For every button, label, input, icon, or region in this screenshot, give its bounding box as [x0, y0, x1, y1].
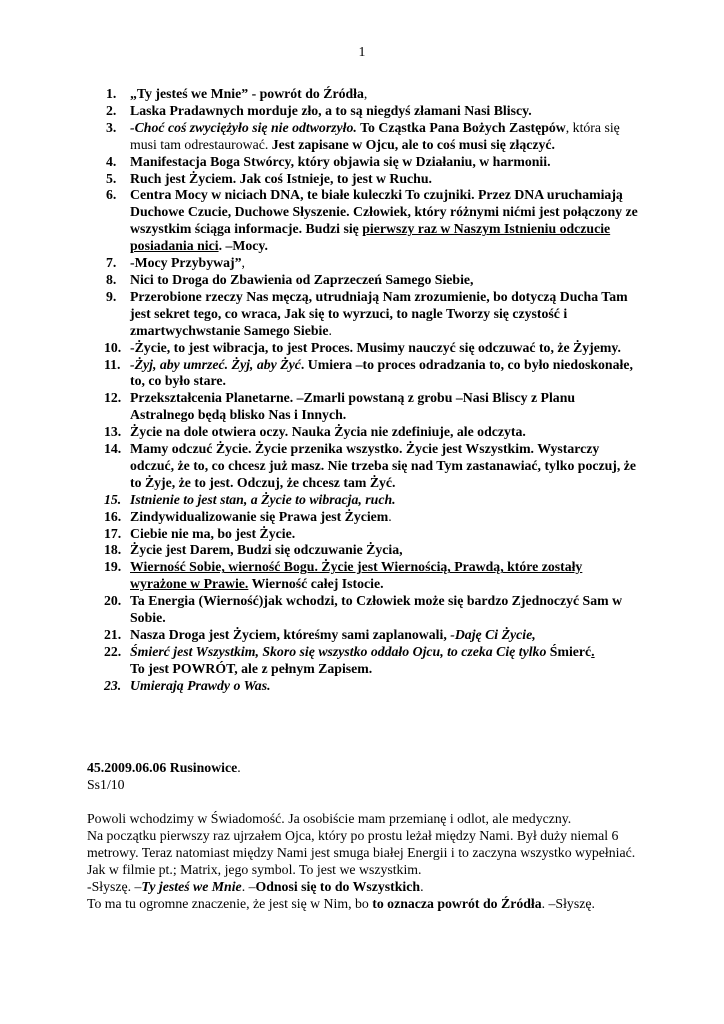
text-emphasis: Odnosi się to do Wszystkich [255, 879, 421, 894]
list-item-number: 4. [106, 153, 117, 169]
list-item-number: 17. [104, 525, 122, 541]
text-emphasis: to oznacza powrót do Źródła [372, 896, 542, 911]
list-item [98, 86, 642, 103]
list-item-text: Laska Pradawnych morduje zło, a to są niegdyś złamani Nasi Bliscy. [130, 102, 532, 118]
list-item-text: Mamy odczuć Życie. Życie przenika wszystko. Życie jest Wszystkim. Wystarczy odczuć, że to, co chcesz już masz. Nie trzeba się nad Tym zastanawiać, tylko poczuj, że to Żyje, że to jest. Odczuj, że chcesz tam Żyć. [130, 441, 637, 490]
list-item [98, 272, 642, 289]
list-item [98, 559, 642, 593]
list-item [98, 255, 642, 272]
list-item-text: Manifestacja Boga Stwórcy, który objawia się w Działaniu, w harmonii. [130, 153, 551, 169]
entry-title-text: 45.2009.06.06 Rusinowice [87, 760, 238, 775]
list-item [98, 390, 642, 424]
list-item-text: Nasza Droga jest Życiem, któreśmy sami zaplanowali, [130, 627, 451, 642]
list-item-text: -Choć coś zwyciężyło się nie odtworzyło. [130, 119, 357, 135]
list-item [98, 644, 642, 678]
entry-title [87, 760, 647, 777]
text-run: . – [241, 879, 256, 894]
list-item-text: Życie na dole otwiera oczy. Nauka Życia nie zdefiniuje, ale odczyta. [130, 424, 526, 440]
list-item-text: Wierność całej Istocie. [248, 576, 384, 592]
list-item-text: , [363, 86, 368, 101]
list-item-text: Ciebie nie ma, bo jest Życie. [130, 525, 296, 541]
list-item-text: Nici to Droga do Zbawienia od Zaprzeczeń Samego Siebie, [130, 271, 474, 287]
list-item-number: 5. [106, 170, 117, 186]
list-item-text: . Umiera –to proces odradzania to, co było niedoskonałe, to, co było stare. [130, 356, 633, 389]
paragraph: Powoli wchodzimy w Świadomość. Ja osobiście mam przemianę i odlot, ale medyczny. [87, 811, 572, 826]
list-item [98, 103, 642, 120]
entry-title-suffix: . [237, 760, 241, 775]
list-item-text: Istnienie to jest stan, a Życie to wibracja, ruch. [130, 491, 396, 507]
list-item-text: To Cząstka Pana Bożych Zastępów [356, 119, 566, 135]
list-item-number: 10. [104, 339, 122, 355]
list-item-number: 14. [104, 441, 122, 457]
list-item [98, 154, 642, 171]
list-item-text: To jest POWRÓT, ale z pełnym Zapisem. [130, 660, 373, 676]
list-item [98, 492, 642, 509]
list-item [98, 627, 642, 644]
list-item-text: . –Mocy. [218, 238, 268, 254]
list-item-text: -Mocy Przybywaj” [130, 255, 242, 271]
list-item [98, 526, 642, 543]
list-item-number: 20. [104, 593, 122, 609]
list-item-number: 6. [106, 187, 117, 203]
list-item [98, 289, 642, 340]
list-item-number: 23. [104, 677, 122, 693]
list-item-number: 12. [104, 390, 122, 406]
list-item-text: „Ty jesteś we Mnie” - powrót do Źródła [130, 86, 364, 101]
list-item-text: pierwszy raz w Naszym Istnieniu odczucie posiadania nici [130, 221, 611, 254]
list-item-number: 13. [104, 424, 122, 440]
list-item-text: Centra Mocy w niciach DNA, te białe kuleczki To czujniki. Przez DNA uruchamiają Duchowe Czucie, Duchowe Słyszenie. Człowiek, który różnymi nićmi jest połączony ze wszystkim ściąga informacje. Budzi się [130, 187, 638, 237]
list-item-text: -Daję Ci Życie, [450, 627, 536, 642]
list-item [98, 678, 642, 695]
list-item-text: . [388, 508, 392, 524]
list-item [98, 542, 642, 559]
list-item-text: Umierają Prawdy o Was. [130, 677, 271, 693]
list-item-text: , która się musi tam odrestaurować. [130, 119, 620, 152]
quote-emphasis: Ty jesteś we Mnie [141, 879, 242, 894]
list-item-text: . [591, 643, 595, 659]
text-run: To ma tu ogromne znaczenie, że jest się w Nim, bo [87, 896, 373, 911]
list-item-number: 9. [106, 288, 117, 304]
list-item-number: 21. [104, 627, 122, 642]
list-item [98, 171, 642, 188]
list-item-text: Ruch jest Życiem. Jak coś Istnieje, to jest w Ruchu. [130, 170, 432, 186]
list-item-number: 19. [104, 559, 122, 575]
list-item-text: Zindywidualizowanie się Prawa jest Życiem [130, 508, 389, 524]
list-item-number: 16. [104, 508, 122, 524]
list-item-text: Jest zapisane w Ojcu, ale to coś musi się złączyć. [271, 136, 555, 152]
list-item-text: Ta Energia (Wierność)jak wchodzi, to Człowiek może się bardzo Zjednoczyć Sam w Sobie. [130, 593, 623, 626]
entry-code: Ss1/10 [87, 777, 125, 792]
list-item [98, 120, 642, 154]
paragraph: Na początku pierwszy raz ujrzałem Ojca, który po prostu leżał między Nami. Był duży niemal 6 metrowy. Teraz natomiast między Nami jest smuga białej Energii i to zaczyna wszystko wypełniać. Jak w filmie pt.; Matrix, jego symbol. To jest we wszystkim. [87, 828, 636, 877]
list-item-text: Życie jest Darem, Budzi się odczuwanie Życia, [130, 542, 403, 558]
list-item-number: 8. [106, 271, 117, 287]
list-item-number: 7. [106, 255, 117, 271]
list-item-number: 1. [106, 86, 117, 101]
list-item-text: Przekształcenia Planetarne. –Zmarli powstaną z grobu –Nasi Bliscy z Planu Astralnego będą blisko Nas i Innych. [130, 390, 576, 423]
list-item [98, 593, 642, 627]
list-item-text: -Życie, to jest wibracja, to jest Proces. Musimy nauczyć się odczuwać to, że Żyjemy. [130, 339, 621, 355]
list-item [98, 357, 642, 391]
list-item-text: Wierność Sobie, wierność Bogu. Życie jest Wiernością, Prawdą, które zostały wyrażone w Prawie. [130, 559, 583, 592]
list-item-text: Śmierć jest Wszystkim, Skoro się wszystko oddało Ojcu, to czeka Cię tylko [130, 643, 550, 659]
text-run: . –Słyszę. [541, 896, 595, 911]
list-item [98, 424, 642, 441]
page-number: 1 [358, 44, 366, 59]
list-item-number: 15. [104, 491, 122, 507]
numbered-list [98, 86, 642, 695]
list-item-text: Śmierć [549, 643, 592, 659]
list-item-text: . [328, 322, 332, 338]
list-item-text: Przerobione rzeczy Nas męczą, utrudniają Nam zrozumienie, bo dotyczą Ducha Tam jest sekret tego, co wraca, Jak się to wyrzuci, to nagle Tworzy się czystość i zmartwychwstanie Samego Siebie [130, 288, 628, 338]
list-item-number: 22. [104, 643, 122, 659]
list-item-number: 11. [104, 356, 121, 372]
text-run: -Słyszę. – [87, 879, 142, 894]
list-item [98, 441, 642, 492]
list-item-number: 2. [106, 102, 117, 118]
list-item-text: -Żyj, aby umrzeć. Żyj, aby Żyć [130, 356, 301, 372]
paragraph [87, 879, 647, 896]
text-run: . [420, 879, 424, 894]
list-item [98, 509, 642, 526]
list-item-number: 3. [106, 119, 117, 135]
list-item-number: 18. [104, 542, 122, 558]
paragraph [87, 896, 647, 913]
list-item [98, 340, 642, 357]
list-item-text: , [241, 255, 245, 271]
list-item [98, 187, 642, 255]
